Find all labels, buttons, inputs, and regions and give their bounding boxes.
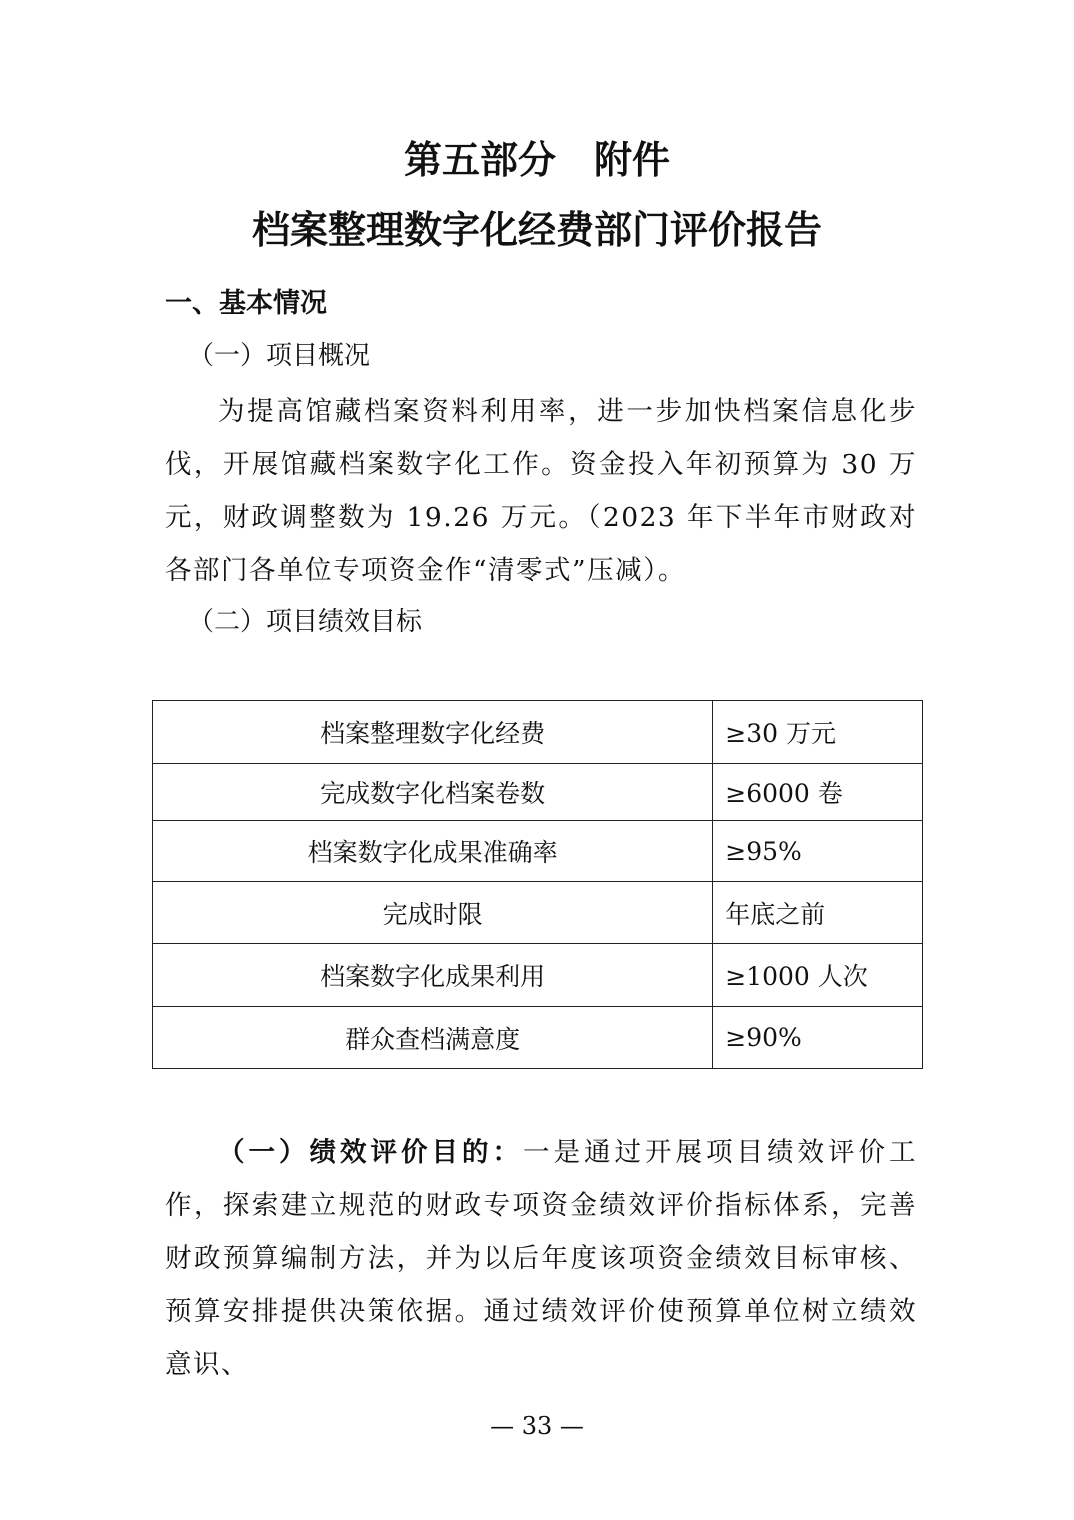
goal-name-cell: 档案整理数字化经费: [153, 701, 713, 764]
section-heading-basic-info: 一、基本情况: [165, 288, 327, 319]
table-row: [153, 701, 923, 764]
page-title: 第五部分 附件: [403, 138, 670, 182]
table-row: [153, 882, 923, 944]
evaluation-purpose-lead: （一）绩效评价目的：: [218, 1137, 523, 1168]
subsection-heading-project-overview: （一）项目概况: [188, 341, 371, 371]
table-row: [153, 764, 923, 821]
report-title: 档案整理数字化经费部门评价报告: [251, 208, 822, 252]
goal-name-cell: 档案数字化成果准确率: [153, 821, 713, 882]
goal-value-cell: ≥30 万元: [713, 701, 923, 764]
table-row: [153, 944, 923, 1007]
goal-value-cell: ≥1000 人次: [713, 944, 923, 1007]
goal-value-cell: ≥95%: [713, 821, 923, 882]
goal-value-cell: ≥6000 卷: [713, 764, 923, 821]
page-number: — 33 —: [490, 1412, 584, 1440]
goal-name-cell: 完成时限: [153, 882, 713, 944]
goal-name-cell: 档案数字化成果利用: [153, 944, 713, 1007]
goal-value-cell: 年底之前: [713, 882, 923, 944]
evaluation-purpose-paragraph: [165, 1126, 917, 1391]
goal-name-cell: 群众查档满意度: [153, 1007, 713, 1069]
goal-name-cell: 完成数字化档案卷数: [153, 764, 713, 821]
table-row: [153, 821, 923, 882]
subsection-heading-performance-goals: （二）项目绩效目标: [188, 607, 423, 637]
performance-goals-table: [152, 700, 923, 1069]
evaluation-purpose-text: 一是通过开展项目绩效评价工作，探索建立规范的财政专项资金绩效评价指标体系，完善财政预算编制方法，并为以后年度该项资金绩效目标审核、预算安排提供决策依据。通过绩效评价使预算单位树立绩效意识、: [165, 1137, 917, 1380]
project-overview-paragraph: 为提高馆藏档案资料利用率，进一步加快档案信息化步伐，开展馆藏档案数字化工作。资金投入年初预算为 30 万元，财政调整数为 19.26 万元。（2023 年下半年市财政对各部门各单位专项资金作“清零式”压减）。: [165, 396, 917, 586]
goal-value-cell: ≥90%: [713, 1007, 923, 1069]
table-row: [153, 1007, 923, 1069]
